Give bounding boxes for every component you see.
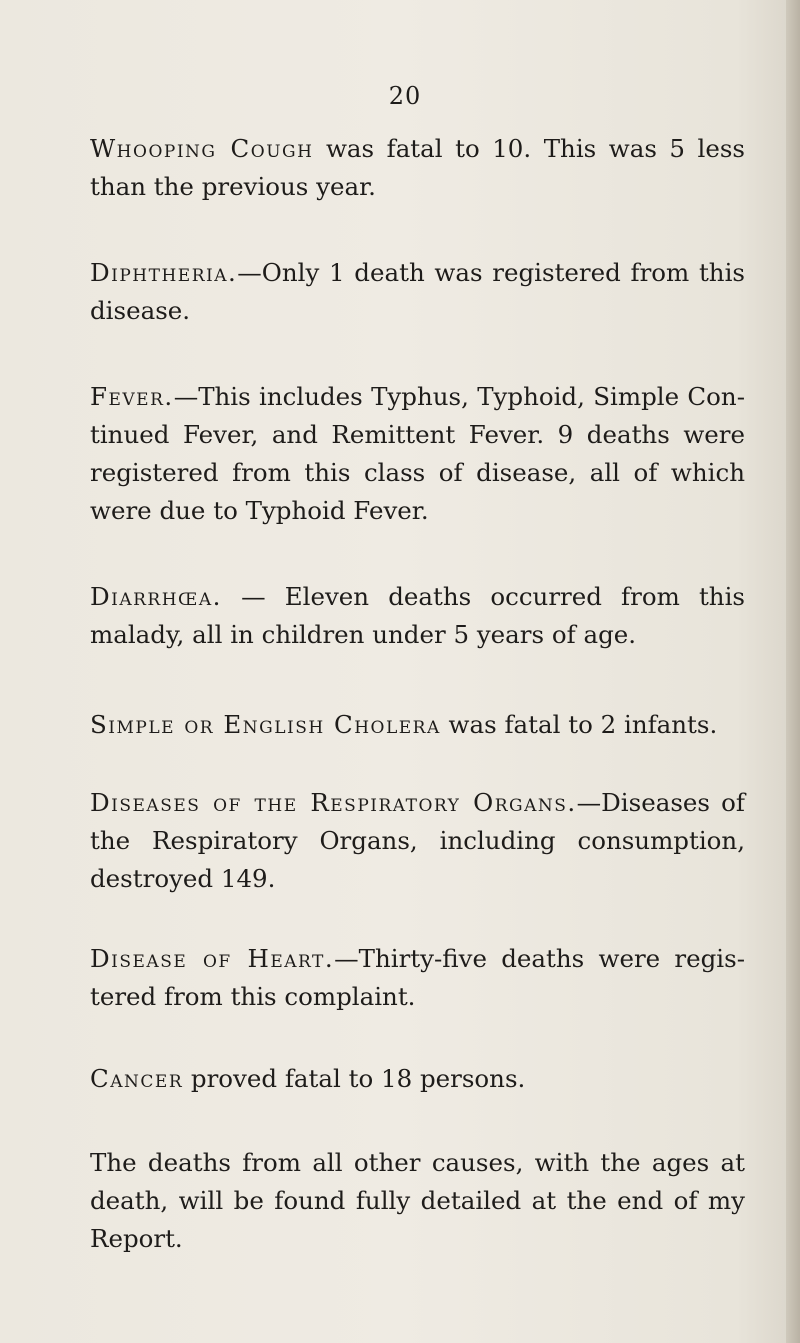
paragraph-text: —Diseases of the Respiratory Organs, including consumption, destroyed 149. xyxy=(90,788,745,893)
paragraph-text: was fatal to 10. This was 5 less than the previous year. xyxy=(90,134,745,201)
paragraph-text: was fatal to 2 infants. xyxy=(440,710,718,739)
paragraph-text: The deaths from all other causes, with the ages at death, will be found fully detailed at the end of my Report. xyxy=(90,1148,745,1253)
document-body xyxy=(90,130,745,1302)
heading-cancer: Cancer xyxy=(90,1064,184,1093)
paragraph-fever xyxy=(90,378,745,530)
paragraph-text: —Thirty-five deaths were regis- tered from this complaint. xyxy=(90,944,745,1011)
paragraph-whooping-cough xyxy=(90,130,745,206)
paragraph-text: —This includes Typhus, Typhoid, Simple Con- tinued Fever, and Remittent Fever. 9 deaths were registered from this class of disease, all of which were due to Typhoid Fever. xyxy=(90,382,745,525)
heading-cholera: Simple or English Cholera xyxy=(90,710,441,739)
heading-fever: Fever. xyxy=(90,382,174,411)
paragraph-other-causes xyxy=(90,1144,745,1258)
paragraph-diphtheria xyxy=(90,254,745,330)
page-edge xyxy=(786,0,800,1343)
heading-heart: Disease of Heart. xyxy=(90,944,335,973)
heading-diphtheria: Diphtheria. xyxy=(90,258,238,287)
paragraph-text: — Eleven deaths occurred from this malady, all in children under 5 years of age. xyxy=(90,582,745,649)
heading-whooping-cough: Whooping Cough xyxy=(90,134,314,163)
paragraph-cholera xyxy=(90,706,745,744)
paragraph-text: —Only 1 death was registered from this disease. xyxy=(90,258,745,325)
paragraph-text: proved fatal to 18 persons. xyxy=(183,1064,526,1093)
paragraph-diarrhoea xyxy=(90,578,745,654)
heading-respiratory: Diseases of the Respiratory Organs. xyxy=(90,788,577,817)
paragraph-heart xyxy=(90,940,745,1016)
heading-diarrhoea: Diarrhœa. xyxy=(90,582,222,611)
page-number: 20 xyxy=(388,82,422,110)
paragraph-cancer xyxy=(90,1060,745,1098)
paragraph-respiratory xyxy=(90,784,745,898)
